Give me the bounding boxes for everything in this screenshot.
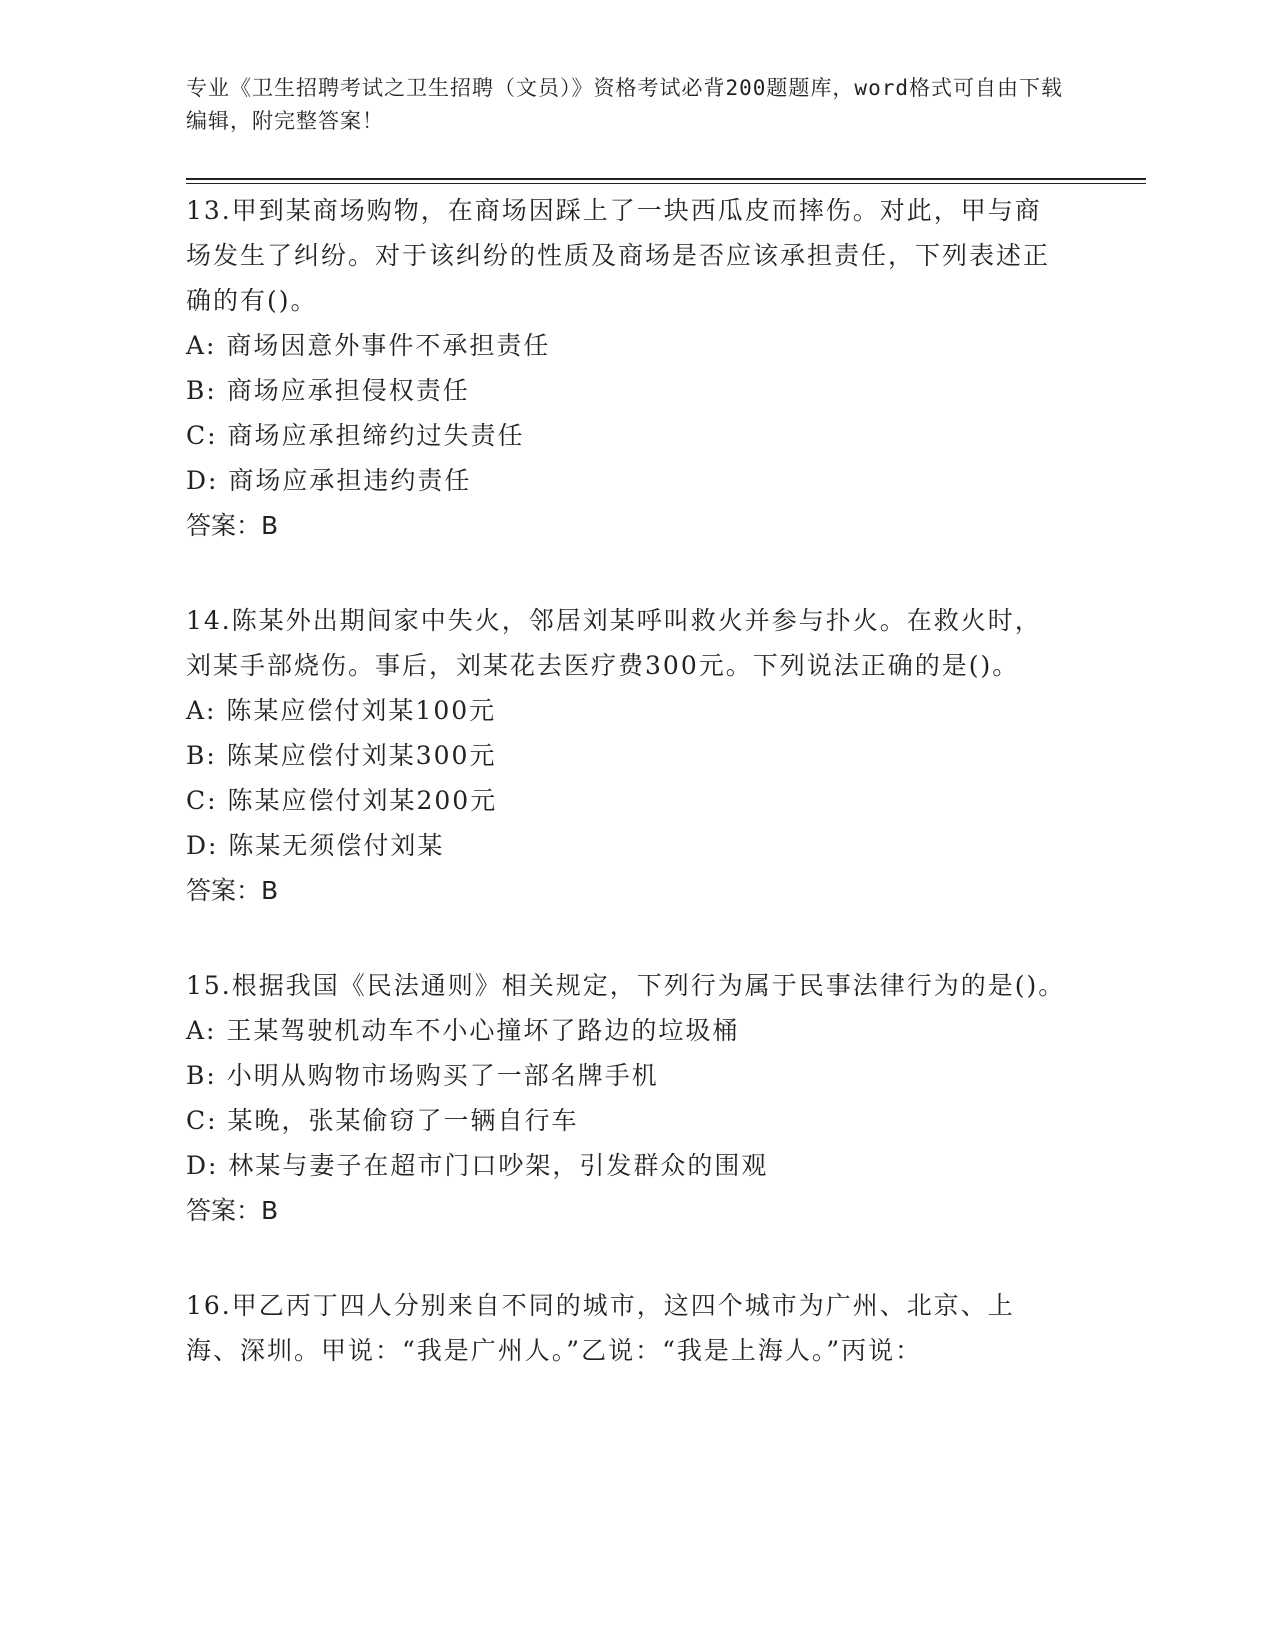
option-b: B: 小明从购物市场购买了一部名牌手机 (186, 1061, 659, 1090)
header-divider (186, 178, 1146, 180)
answer-line: 答案：B (186, 511, 279, 540)
option-a: A: 商场因意外事件不承担责任 (186, 331, 551, 360)
option-c: C: 陈某应偿付刘某200元 (186, 786, 498, 815)
option-a: A: 王某驾驶机动车不小心撞坏了路边的垃圾桶 (186, 1016, 740, 1045)
question-stem: 15.根据我国《民法通则》相关规定，下列行为属于民事法律行为的是()。 (186, 971, 1066, 1000)
answer-line: 答案：B (186, 1196, 279, 1225)
option-c: C: 某晚，张某偷窃了一辆自行车 (186, 1106, 579, 1135)
question-16 (186, 1283, 1066, 1373)
option-d: D: 商场应承担违约责任 (186, 466, 472, 495)
question-14 (186, 598, 1066, 913)
question-15 (186, 963, 1066, 1233)
question-13 (186, 188, 1066, 548)
option-a: A: 陈某应偿付刘某100元 (186, 696, 497, 725)
option-b: B: 商场应承担侵权责任 (186, 376, 470, 405)
option-d: D: 陈某无须偿付刘某 (186, 831, 445, 860)
question-stem: 13.甲到某商场购物，在商场因踩上了一块西瓜皮而摔伤。对此，甲与商场发生了纠纷。对于该纠纷的性质及商场是否应该承担责任，下列表述正确的有()。 (186, 196, 1051, 315)
option-c: C: 商场应承担缔约过失责任 (186, 421, 525, 450)
option-d: D: 林某与妻子在超市门口吵架，引发群众的围观 (186, 1151, 769, 1180)
question-stem: 14.陈某外出期间家中失火，邻居刘某呼叫救火并参与扑火。在救火时，刘某手部烧伤。事后，刘某花去医疗费300元。下列说法正确的是()。 (186, 606, 1042, 680)
answer-line: 答案：B (186, 876, 279, 905)
question-list (186, 188, 1066, 1423)
document-header: 专业《卫生招聘考试之卫生招聘（文员）》资格考试必背200题题库，word格式可自由下载编辑，附完整答案！ (186, 76, 1063, 133)
question-stem: 16.甲乙丙丁四人分别来自不同的城市，这四个城市为广州、北京、上海、深圳。甲说：“我是广州人。”乙说：“我是上海人。”丙说： (186, 1291, 1015, 1365)
option-b: B: 陈某应偿付刘某300元 (186, 741, 497, 770)
header-divider-thin (186, 183, 1146, 184)
